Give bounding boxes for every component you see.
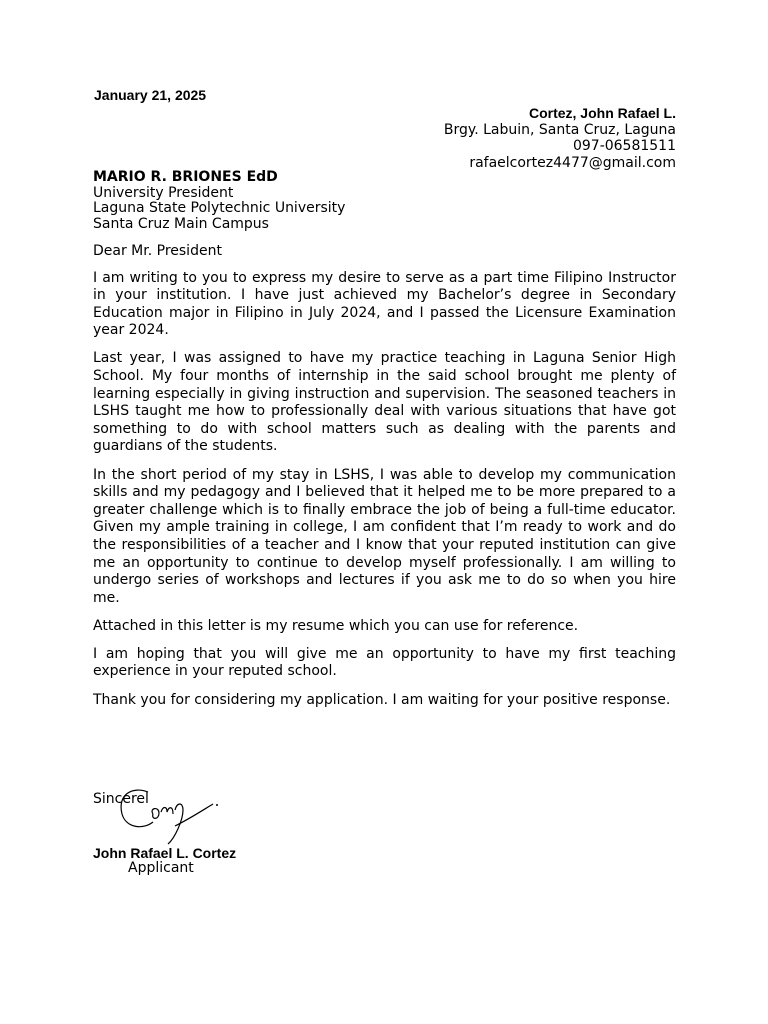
sender-address: Brgy. Labuin, Santa Cruz, Laguna — [443, 121, 676, 138]
body-paragraph: I am hoping that you will give me an opportunity to have my first teaching experience in your reputed school. — [93, 645, 676, 680]
recipient-institution: Laguna State Polytechnic University — [93, 200, 346, 217]
body-paragraph: Last year, I was assigned to have my practice teaching in Laguna Senior High School. My four months of internship in the said school brought me plenty of learning especially in giving instruction and supervision. The seasoned teachers in LSHS taught me how to professionally deal with various situations that have got something to do with school matters such as dealing with the parents and guardians of the students. — [93, 350, 676, 455]
recipient-name: MARIO R. BRIONES EdD — [93, 169, 278, 185]
sender-name: Cortez, John Rafael L. — [528, 105, 676, 121]
signer-name: John Rafael L. Cortez — [93, 845, 237, 861]
sender-phone: 097-06581511 — [572, 138, 676, 154]
sender-block — [444, 105, 676, 171]
salutation: Dear Mr. President — [93, 243, 222, 259]
signer-role: Applicant — [128, 860, 194, 876]
recipient-block — [93, 170, 345, 232]
sender-email: rafaelcortez4477@gmail.com — [469, 154, 676, 171]
body-paragraph: In the short period of my stay in LSHS, I was able to develop my communication skills and my pedagogy and I believed that it helped me to be more prepared to a greater challenge which is to finally embrace the job of being a full-time educator. Given my ample training in college, I am confident that I’m ready to work and do the responsibilities of a teacher and I know that your reputed institution can give me an opportunity to continue to develop myself professionally. I am willing to undergo series of workshops and lectures if you ask me to do so when you hire me. — [93, 466, 676, 606]
letter-date: January 21, 2025 — [94, 87, 207, 103]
letter-body — [93, 243, 676, 720]
body-paragraph: Thank you for considering my application. I am waiting for your positive response. — [93, 691, 671, 708]
body-paragraph: I am writing to you to express my desire to serve as a part time Filipino Instructor in your institution. I have just achieved my Bachelor’s degree in Secondary Education major in Filipino in July 2024, and I passed the Licensure Examination year 2024. — [93, 269, 676, 339]
recipient-campus: Santa Cruz Main Campus — [93, 215, 269, 232]
handwritten-signature — [113, 780, 228, 850]
recipient-title: University President — [93, 184, 234, 201]
body-paragraph: Attached in this letter is my resume which you can use for reference. — [93, 617, 579, 634]
closing: Sincerel — [93, 791, 149, 807]
